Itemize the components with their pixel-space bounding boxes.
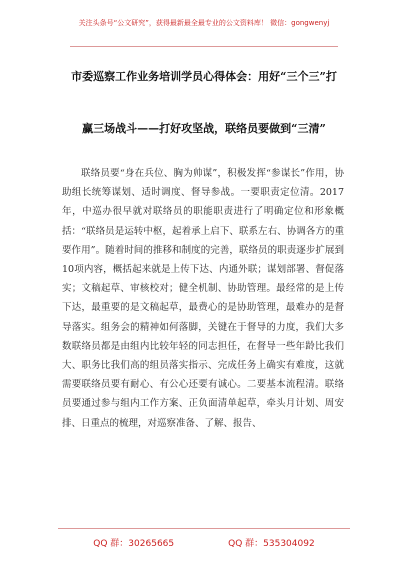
header-notice: 关注头条号“公文研究”，获得最新最全最专业的公文资料库！ 微信：gongwenyj <box>78 19 330 27</box>
footer <box>0 536 408 549</box>
document-title-line-1: 市委巡察工作业务培训学员心得体会：用好“三个三”打 <box>71 70 337 83</box>
footer-qq-group-right: QQ 群：535304092 <box>228 539 315 549</box>
document-body <box>62 164 344 433</box>
document-title-line-2: 赢三场战斗——打好攻坚战，联络员要做到“三清” <box>82 122 326 135</box>
footer-qq-group-left: QQ 群：30265665 <box>93 539 175 549</box>
body-paragraph: 联络员要“身在兵位、胸为帅谋”，积极发挥“参谋长”作用，协助组长统筹谋划、适时调度、督导参战。一要职责定位清。2017年，中巡办很早就对联络员的职能职责进行了明确定位和形象概括：“联络员是运转中枢，起着承上启下、联系左右、协调各方的重要作用”。随着时间的推移和制度的完善，联络员的职责逐步扩展到10项内容，概括起来就是上传下达、内通外联；谋划部署、督促落实；文稿起草、审核校对；健全机制、协助管理。最经常的是上传下达，最重要的是文稿起草，最费心的是协助管理，最难办的是督导落实。组务会的精神如何落脚，关键在于督导的力度，我们大多数联络员都是由组内比较年轻的同志担任，在督导一些年龄比我们大、职务比我们高的组员落实指示、完成任务上确实有难度，这就需要联络员要有耐心、有公心还要有诚心。二要基本流程清。联络员要通过参与组内工作方案、正负面清单起草，牵头月计划、周安排、日重点的梳理，对巡察准备、了解、报告、 <box>62 168 344 429</box>
header-divider <box>70 46 338 47</box>
header-bar <box>0 0 408 46</box>
footer-divider <box>58 528 350 529</box>
